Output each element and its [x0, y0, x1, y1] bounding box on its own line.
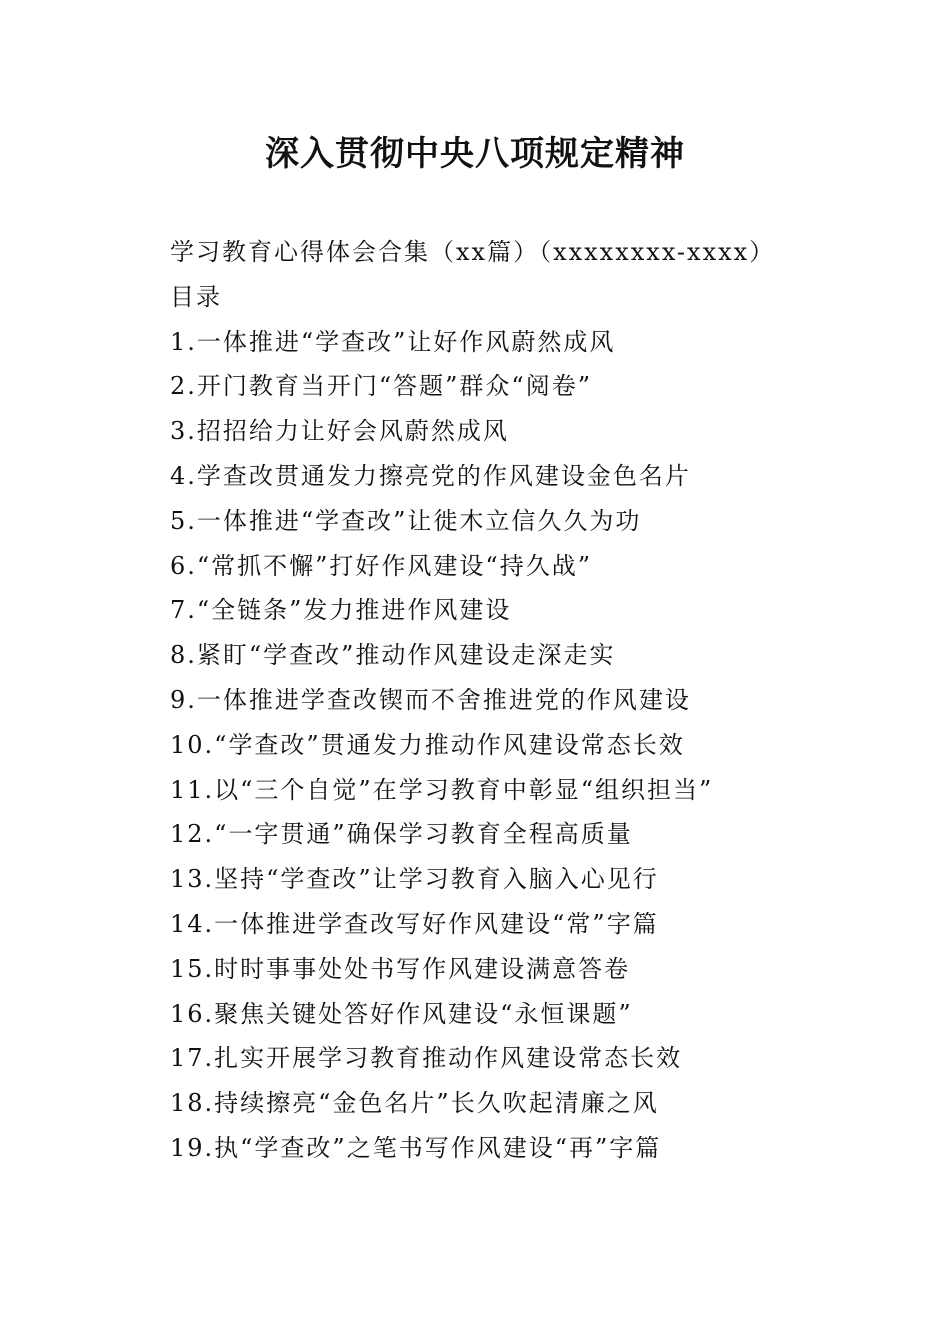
toc-item: 4.学查改贯通发力擦亮党的作风建设金色名片	[170, 461, 691, 490]
toc-item: 1.一体推进“学查改”让好作风蔚然成风	[170, 327, 616, 356]
document-body	[170, 230, 870, 1171]
toc-item: 13.坚持“学查改”让学习教育入脑入心见行	[170, 865, 659, 894]
document-title: 深入贯彻中央八项规定精神	[265, 134, 685, 174]
toc-heading: 目录	[170, 282, 222, 311]
toc-item: 8.紧盯“学查改”推动作风建设走深走实	[170, 641, 616, 670]
toc-item: 6.“常抓不懈”打好作风建设“持久战”	[170, 551, 592, 580]
toc-item: 11.以“三个自觉”在学习教育中彰显“组织担当”	[170, 775, 714, 804]
toc-item: 2.开门教育当开门“答题”群众“阅卷”	[170, 372, 592, 401]
document-subtitle: 学习教育心得体会合集（xx篇）（xxxxxxxx-xxxx）	[170, 238, 776, 266]
toc-item: 7.“全链条”发力推进作风建设	[170, 596, 512, 625]
toc-item: 9.一体推进学查改锲而不舍推进党的作风建设	[170, 685, 691, 714]
toc-item: 15.时时事事处处书写作风建设满意答卷	[170, 954, 631, 983]
toc-item: 3.招招给力让好会风蔚然成风	[170, 417, 509, 446]
toc-item: 18.持续擦亮“金色名片”长久吹起清廉之风	[170, 1089, 659, 1118]
toc-item: 12.“一字贯通”确保学习教育全程高质量	[170, 820, 633, 849]
toc-item: 5.一体推进“学查改”让徙木立信久久为功	[170, 506, 642, 535]
toc-item: 14.一体推进学查改写好作风建设“常”字篇	[170, 909, 659, 938]
toc-item: 10.“学查改”贯通发力推动作风建设常态长效	[170, 730, 685, 759]
toc-item: 19.执“学查改”之笔书写作风建设“再”字篇	[170, 1133, 662, 1162]
toc-item: 17.扎实开展学习教育推动作风建设常态长效	[170, 1044, 683, 1073]
toc-item: 16.聚焦关键处答好作风建设“永恒课题”	[170, 999, 633, 1028]
toc-list	[170, 320, 870, 1171]
